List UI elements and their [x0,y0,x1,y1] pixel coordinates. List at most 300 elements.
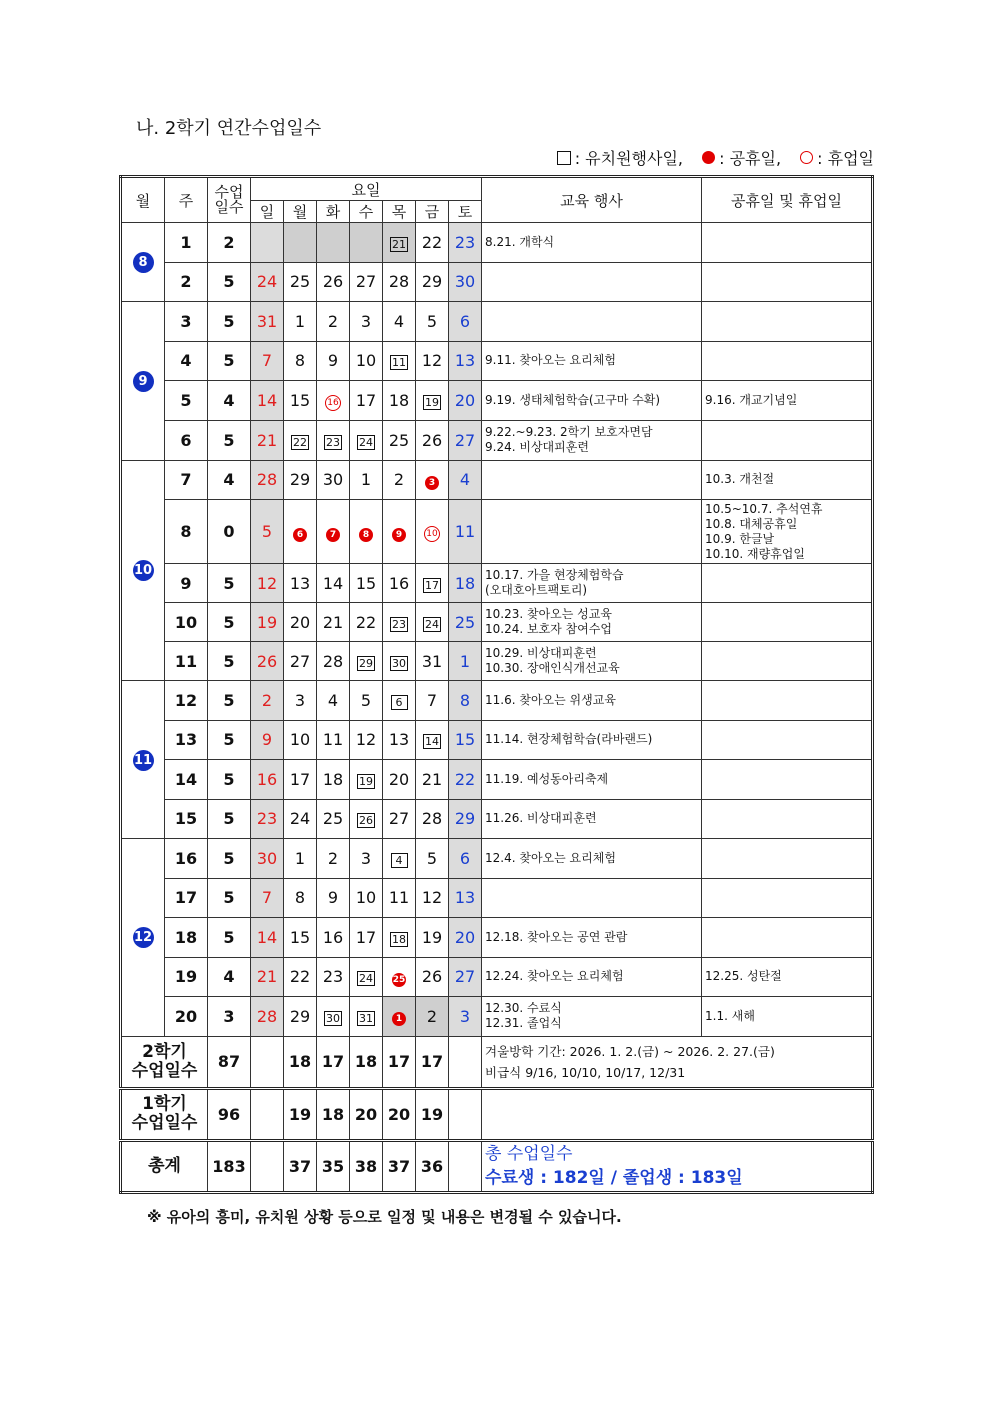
table-row [121,420,873,460]
summary-note [482,1088,873,1140]
holiday-cell [702,262,873,302]
table-row [121,681,873,721]
day-cell: 29 [449,799,482,839]
winter-break-note: 겨울방학 기간: 2026. 1. 2.(금) ~ 2026. 2. 27.(금) [485,1043,775,1059]
day-cell: 18 [317,760,350,800]
day-cell: 8 [449,681,482,721]
holiday-cell [702,642,873,681]
holiday-cell [702,918,873,958]
day-cell: 21 [383,223,416,263]
holiday-dot-icon [702,151,715,164]
header-day: 금 [416,201,449,223]
grand-total-row [121,1140,873,1192]
summary-label: 2학기 수업일수 [121,1036,208,1088]
summary-day-count: 18 [284,1036,317,1088]
day-cell: 23 [317,957,350,997]
header-day: 일 [251,201,284,223]
semester2-row [121,1036,873,1088]
event-cell: 11.6. 찾아오는 위생교육 [482,681,702,721]
day-cell [251,223,284,263]
day-cell: 19 [350,760,383,800]
day-cell: 16 [317,381,350,421]
day-cell: 20 [449,381,482,421]
day-cell: 9 [317,341,350,381]
week-number: 11 [165,642,208,681]
day-cell: 27 [449,957,482,997]
event-cell [482,302,702,342]
month-badge: 8 [133,252,154,273]
class-day-count: 4 [208,957,251,997]
summary-total: 96 [208,1088,251,1140]
day-cell: 7 [251,341,284,381]
day-cell: 16 [251,760,284,800]
summary-day-count [449,1088,482,1140]
day-cell: 13 [449,878,482,918]
class-day-count: 5 [208,878,251,918]
day-cell: 30 [317,460,350,500]
week-number: 2 [165,262,208,302]
header-week: 주 [165,177,208,223]
summary-day-count: 17 [383,1036,416,1088]
summary-day-count: 17 [416,1036,449,1088]
holiday-cell [702,603,873,642]
event-cell: 12.24. 찾아오는 요리체험 [482,957,702,997]
month-badge: 11 [133,750,154,771]
day-cell: 15 [350,564,383,603]
header-class-days: 수업일수 [208,177,251,223]
header-day: 수 [350,201,383,223]
total-days-label: 총 수업일수 [485,1144,573,1164]
header-holidays: 공휴일 및 휴업일 [702,177,873,223]
day-cell: 28 [251,460,284,500]
event-cell: 8.21. 개학식 [482,223,702,263]
day-cell: 8 [284,341,317,381]
summary-day-count: 20 [350,1088,383,1140]
holiday-cell [702,341,873,381]
day-cell: 1 [350,460,383,500]
day-cell: 11 [383,341,416,381]
day-cell: 30 [251,839,284,879]
day-cell: 26 [416,957,449,997]
summary-note [482,1140,873,1192]
summary-day-count [449,1036,482,1088]
day-cell: 22 [284,957,317,997]
day-cell: 27 [383,799,416,839]
day-cell: 22 [449,760,482,800]
class-day-count: 5 [208,302,251,342]
header-weekday: 요일 [251,177,482,201]
holiday-cell: 12.25. 성탄절 [702,957,873,997]
day-cell: 2 [383,460,416,500]
day-cell: 22 [416,223,449,263]
day-cell: 14 [251,381,284,421]
class-day-count: 0 [208,500,251,564]
day-cell: 18 [383,381,416,421]
day-cell: 10 [350,341,383,381]
class-day-count: 5 [208,420,251,460]
event-cell: 12.30. 수료식 12.31. 졸업식 [482,997,702,1037]
day-cell: 29 [350,642,383,681]
day-cell: 1 [284,302,317,342]
day-cell [284,223,317,263]
day-cell: 31 [350,997,383,1037]
event-cell [482,262,702,302]
class-day-count: 3 [208,997,251,1037]
day-cell: 15 [284,381,317,421]
day-cell: 7 [416,681,449,721]
day-cell: 1 [383,997,416,1037]
day-cell: 13 [284,564,317,603]
summary-day-count: 37 [383,1140,416,1192]
day-cell: 23 [251,799,284,839]
summary-total: 183 [208,1140,251,1192]
day-cell: 2 [251,681,284,721]
day-cell: 8 [350,500,383,564]
day-cell: 11 [449,500,482,564]
day-cell: 23 [383,603,416,642]
header-day: 월 [284,201,317,223]
day-cell: 12 [251,564,284,603]
day-cell: 27 [284,642,317,681]
day-cell: 17 [416,564,449,603]
week-number: 10 [165,603,208,642]
day-cell: 24 [416,603,449,642]
event-cell: 11.14. 현장체험학습(라바랜드) [482,720,702,760]
table-row [121,262,873,302]
day-cell: 5 [350,681,383,721]
week-number: 6 [165,420,208,460]
day-cell: 24 [251,262,284,302]
week-number: 3 [165,302,208,342]
table-row [121,997,873,1037]
day-cell: 23 [317,420,350,460]
holiday-cell: 9.16. 개교기념일 [702,381,873,421]
summary-day-count: 36 [416,1140,449,1192]
day-cell: 1 [449,642,482,681]
legend-holiday-label: : 공휴일, [719,149,782,168]
class-day-count: 5 [208,642,251,681]
day-cell: 3 [350,839,383,879]
event-cell: 11.26. 비상대피훈련 [482,799,702,839]
closure-ring-icon [800,151,813,164]
class-day-count: 5 [208,681,251,721]
event-cell: 12.4. 찾아오는 요리체험 [482,839,702,879]
header-month: 월 [121,177,165,223]
event-cell [482,500,702,564]
class-day-count: 5 [208,341,251,381]
day-cell: 28 [383,262,416,302]
summary-note [482,1036,873,1088]
holiday-cell [702,878,873,918]
event-cell: 11.19. 예성동아리축제 [482,760,702,800]
day-cell: 19 [416,381,449,421]
week-number: 19 [165,957,208,997]
day-cell: 30 [383,642,416,681]
day-cell: 24 [350,420,383,460]
week-number: 17 [165,878,208,918]
day-cell: 17 [350,381,383,421]
day-cell: 4 [383,839,416,879]
week-number: 4 [165,341,208,381]
legend-closure-label: : 휴업일 [817,149,874,168]
table-row [121,223,873,263]
header-day: 목 [383,201,416,223]
day-cell: 26 [350,799,383,839]
day-cell: 2 [416,997,449,1037]
summary-day-count: 19 [284,1088,317,1140]
holiday-cell [702,223,873,263]
week-number: 14 [165,760,208,800]
day-cell: 30 [449,262,482,302]
day-cell: 18 [449,564,482,603]
summary-day-count: 18 [317,1088,350,1140]
day-cell: 29 [284,460,317,500]
table-row [121,878,873,918]
week-number: 9 [165,564,208,603]
summary-day-count: 38 [350,1140,383,1192]
day-cell: 28 [251,997,284,1037]
day-cell: 28 [317,642,350,681]
day-cell: 25 [317,799,350,839]
day-cell: 25 [284,262,317,302]
day-cell: 5 [416,302,449,342]
summary-day-count: 37 [284,1140,317,1192]
summary-day-count: 20 [383,1088,416,1140]
class-day-count: 5 [208,564,251,603]
day-cell: 24 [284,799,317,839]
week-number: 7 [165,460,208,500]
class-day-count: 2 [208,223,251,263]
day-cell: 9 [383,500,416,564]
week-number: 1 [165,223,208,263]
week-number: 16 [165,839,208,879]
holiday-cell [702,681,873,721]
calendar-table [119,175,874,1194]
table-row [121,460,873,500]
day-cell: 26 [416,420,449,460]
day-cell: 30 [317,997,350,1037]
day-cell: 20 [383,760,416,800]
holiday-cell [702,720,873,760]
holiday-cell [702,420,873,460]
day-cell: 29 [284,997,317,1037]
week-number: 5 [165,381,208,421]
day-cell: 6 [383,681,416,721]
event-cell: 9.11. 찾아오는 요리체험 [482,341,702,381]
table-row [121,839,873,879]
day-cell: 21 [416,760,449,800]
day-cell: 17 [350,918,383,958]
day-cell: 21 [317,603,350,642]
day-cell: 21 [251,420,284,460]
month-badge: 10 [133,560,154,581]
class-day-count: 4 [208,460,251,500]
event-cell [482,878,702,918]
holiday-cell [702,760,873,800]
legend [557,146,874,169]
class-day-count: 4 [208,381,251,421]
event-cell: 9.22.~9.23. 2학기 보호자면담 9.24. 비상대피훈련 [482,420,702,460]
month-badge: 9 [133,371,154,392]
summary-day-count [251,1088,284,1140]
day-cell: 27 [350,262,383,302]
holiday-cell: 10.5~10.7. 추석연휴 10.8. 대체공휴일 10.9. 한글날 10.10. 재량휴업일 [702,500,873,564]
table-row [121,642,873,681]
day-cell: 7 [317,500,350,564]
total-days-value: 수료생 : 182일 / 졸업생 : 183일 [485,1168,743,1188]
event-cell: 12.18. 찾아오는 공연 관람 [482,918,702,958]
day-cell: 14 [317,564,350,603]
header-events: 교육 행사 [482,177,702,223]
day-cell: 9 [317,878,350,918]
summary-day-count [251,1036,284,1088]
day-cell: 6 [449,839,482,879]
table-row [121,799,873,839]
class-day-count: 5 [208,839,251,879]
table-row [121,957,873,997]
table-row [121,564,873,603]
week-number: 8 [165,500,208,564]
table-row [121,760,873,800]
table-row [121,302,873,342]
day-cell: 12 [350,720,383,760]
day-cell: 10 [350,878,383,918]
day-cell: 8 [284,878,317,918]
day-cell: 26 [317,262,350,302]
semester1-row [121,1088,873,1140]
holiday-cell [702,799,873,839]
class-day-count: 5 [208,799,251,839]
day-cell: 27 [449,420,482,460]
day-cell: 29 [416,262,449,302]
day-cell: 11 [317,720,350,760]
day-cell: 31 [251,302,284,342]
summary-day-count: 17 [317,1036,350,1088]
summary-total: 87 [208,1036,251,1088]
month-badge: 12 [133,927,154,948]
no-meal-note: 비급식 9/16, 10/10, 10/17, 12/31 [485,1064,686,1080]
day-cell: 25 [383,957,416,997]
week-number: 13 [165,720,208,760]
day-cell: 19 [416,918,449,958]
day-cell: 14 [416,720,449,760]
event-cell: 10.23. 찾아오는 성교육 10.24. 보호자 참여수업 [482,603,702,642]
day-cell: 13 [383,720,416,760]
day-cell: 3 [350,302,383,342]
class-day-count: 5 [208,262,251,302]
day-cell: 18 [383,918,416,958]
day-cell: 17 [284,760,317,800]
summary-day-count: 18 [350,1036,383,1088]
table-row [121,341,873,381]
holiday-cell [702,839,873,879]
footnote: ※ 유아의 흥미, 유치원 상황 등으로 일정 및 내용은 변경될 수 있습니다. [147,1208,622,1226]
week-number: 18 [165,918,208,958]
day-cell: 22 [350,603,383,642]
day-cell: 31 [416,642,449,681]
header-day: 토 [449,201,482,223]
day-cell: 19 [251,603,284,642]
day-cell: 3 [284,681,317,721]
day-cell: 26 [251,642,284,681]
day-cell: 4 [317,681,350,721]
day-cell: 10 [416,500,449,564]
summary-day-count [449,1140,482,1192]
day-cell: 15 [449,720,482,760]
class-day-count: 5 [208,760,251,800]
week-number: 12 [165,681,208,721]
table-row [121,500,873,564]
table-row [121,918,873,958]
class-day-count: 5 [208,603,251,642]
summary-label: 총계 [121,1140,208,1192]
day-cell: 4 [383,302,416,342]
holiday-cell [702,564,873,603]
day-cell: 25 [383,420,416,460]
class-day-count: 5 [208,720,251,760]
day-cell: 2 [317,839,350,879]
day-cell: 23 [449,223,482,263]
table-row [121,603,873,642]
table-row [121,381,873,421]
day-cell: 21 [251,957,284,997]
day-cell: 7 [251,878,284,918]
summary-day-count: 35 [317,1140,350,1192]
day-cell [317,223,350,263]
day-cell: 14 [251,918,284,958]
class-day-count: 5 [208,918,251,958]
event-box-icon [557,151,571,165]
day-cell: 5 [251,500,284,564]
day-cell: 1 [284,839,317,879]
header-day: 화 [317,201,350,223]
holiday-cell: 1.1. 새해 [702,997,873,1037]
table-row [121,720,873,760]
day-cell: 3 [449,997,482,1037]
day-cell: 6 [449,302,482,342]
day-cell: 12 [416,341,449,381]
day-cell: 22 [284,420,317,460]
event-cell: 10.17. 가을 현장체험학습 (오대호아트팩토리) [482,564,702,603]
day-cell: 10 [284,720,317,760]
event-cell: 10.29. 비상대피훈련 10.30. 장애인식개선교육 [482,642,702,681]
day-cell: 4 [449,460,482,500]
day-cell: 25 [449,603,482,642]
day-cell: 5 [416,839,449,879]
page-title: 나. 2학기 연간수업일수 [136,118,322,139]
day-cell: 24 [350,957,383,997]
legend-event-label: : 유치원행사일, [574,149,684,168]
summary-day-count: 19 [416,1088,449,1140]
day-cell: 20 [284,603,317,642]
day-cell: 9 [251,720,284,760]
day-cell: 16 [383,564,416,603]
holiday-cell: 10.3. 개천절 [702,460,873,500]
summary-label: 1학기 수업일수 [121,1088,208,1140]
day-cell: 3 [416,460,449,500]
event-cell [482,460,702,500]
day-cell: 13 [449,341,482,381]
day-cell: 20 [449,918,482,958]
holiday-cell [702,302,873,342]
event-cell: 9.19. 생태체험학습(고구마 수확) [482,381,702,421]
day-cell: 2 [317,302,350,342]
day-cell [350,223,383,263]
week-number: 20 [165,997,208,1037]
summary-day-count [251,1140,284,1192]
week-number: 15 [165,799,208,839]
day-cell: 28 [416,799,449,839]
